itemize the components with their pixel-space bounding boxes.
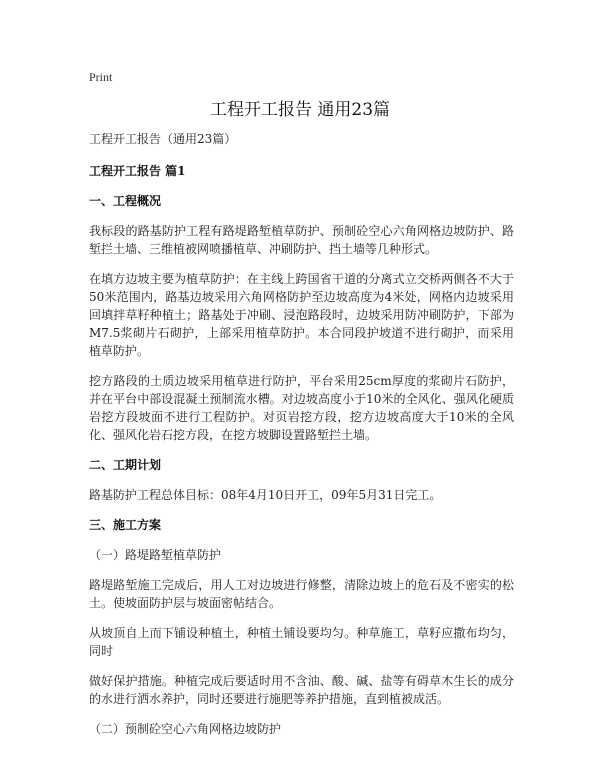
paragraph: 路基防护工程总体目标：08年4月10日开工，09年5月31日完工。 xyxy=(89,488,442,502)
paragraph: 从坡顶自上而下铺设种植土，种植土铺设要均匀。种草施工，草籽应撒布均匀，同时 xyxy=(89,626,514,658)
paragraph: 我标段的路基防护工程有路堤路堑植草防护、预制砼空心六角网格边坡防护、路堑拦土墙、三维植被网喷播植草、冲刷防护、挡土墙等几种形式。 xyxy=(89,224,514,256)
print-link[interactable]: Print xyxy=(89,70,113,84)
subsection-heading: （二）预制砼空心六角网格边坡防护 xyxy=(89,722,282,736)
page-title: 工程开工报告 通用23篇 xyxy=(209,100,391,120)
subsection-heading: （一）路堤路堑植草防护 xyxy=(89,548,222,562)
section-heading-plan: 三、施工方案 xyxy=(89,518,162,532)
paragraph: 做好保护措施。种植完成后要适时用不含油、酸、碱、盐等有碍草木生长的成分的水进行洒水养护，同时还要进行施肥等养护措施，直到植被成活。 xyxy=(89,674,514,706)
paragraph: 在填方边坡主要为植草防护：在主线上跨国省干道的分离式立交桥两侧各不大于50米范围内，路基边坡采用六角网格防护至边坡高度为4米处，网格内边坡采用回填拌草籽种植土；路基处于冲刷、浸泡路段时，边坡采用防冲刷防护，下部为M7.5浆砌片石砌护，上部采用植草防护。本合同段护坡道不进行砌护，而采用植草防护。 xyxy=(89,272,514,358)
paragraph: 路堤路堑施工完成后，用人工对边坡进行修整，清除边坡上的危石及不密实的松土。使坡面防护层与坡面密帖结合。 xyxy=(89,578,514,610)
paragraph: 挖方路段的土质边坡采用植草进行防护，平台采用25cm厚度的浆砌片石防护，并在平台中部设混凝土预制流水槽。对边坡高度小于10米的全风化、强风化硬质岩挖方段坡面不进行工程防护。对页岩挖方段，挖方边坡高度大于10米的全风化、强风化岩石挖方段，在挖方坡脚设置路堑拦土墙。 xyxy=(89,374,514,442)
document-subtitle: 工程开工报告（通用23篇） xyxy=(89,132,237,146)
article-heading: 工程开工报告 篇1 xyxy=(89,164,186,178)
article-body xyxy=(89,130,514,750)
section-heading-overview: 一、工程概况 xyxy=(89,194,162,208)
section-heading-schedule: 二、工期计划 xyxy=(89,458,162,472)
